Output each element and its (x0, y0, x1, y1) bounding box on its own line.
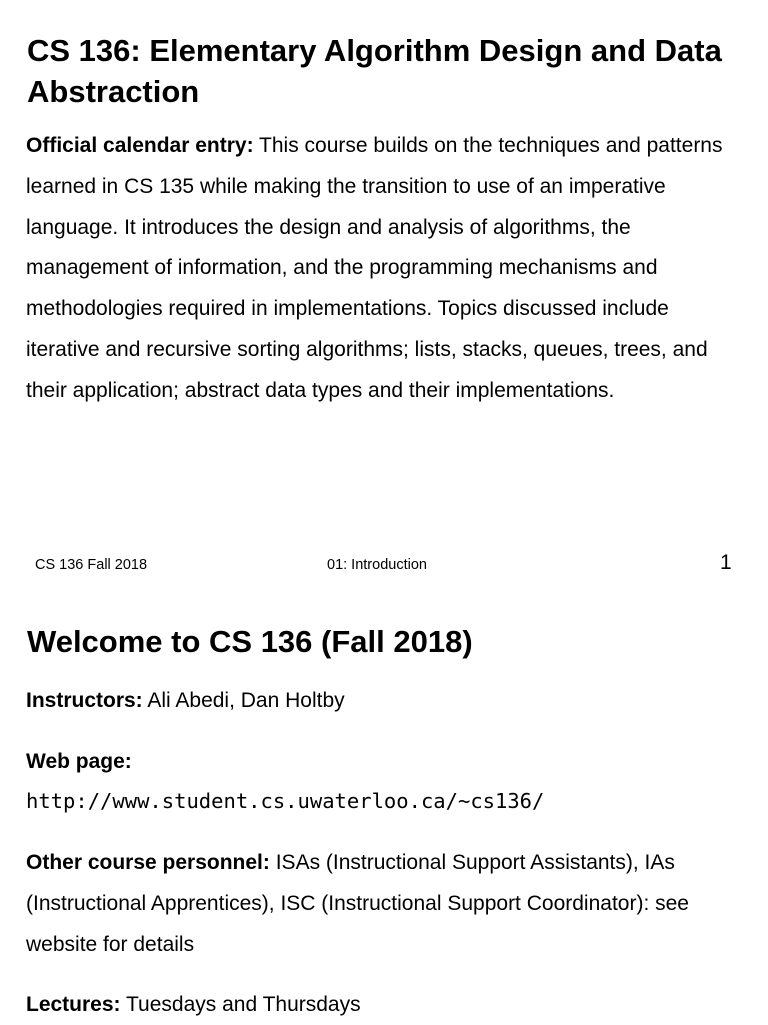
personnel-value: ISAs (Instructional Support Assistants), IAs (Instructional Apprentices), ISC (Instructional Support Coordinator): see website for details (26, 851, 689, 956)
lectures-value: Tuesdays and Thursdays (120, 993, 361, 1016)
footer-course: CS 136 Fall 2018 (35, 557, 148, 573)
slide-footer (0, 551, 768, 576)
slide-2 (0, 596, 768, 1024)
slide-title: CS 136: Elementary Algorithm Design and Data Abstraction (27, 33, 722, 109)
lectures-line (26, 984, 746, 1025)
footer-section: 01: Introduction (327, 557, 427, 573)
calendar-entry-paragraph (26, 126, 746, 412)
footer-page-number: 1 (720, 551, 732, 574)
instructors-value: Ali Abedi, Dan Holtby (142, 689, 345, 712)
lectures-label: Lectures: (26, 993, 121, 1016)
calendar-entry-text: This course builds on the techniques and patterns learned in CS 135 while making the transition to use of an imperative language. It introduces the design and analysis of algorithms, the management of information, and the programming mechanisms and methodologies required in implementations. Topics discussed include iterative and recursive sorting algorithms; lists, stacks, queues, trees, and their application; abstract data types and their implementations. (26, 134, 723, 402)
personnel-paragraph (26, 842, 746, 965)
instructors-line (26, 680, 746, 721)
personnel-label: Other course personnel: (26, 851, 270, 874)
calendar-entry-label: Official calendar entry: (26, 134, 254, 157)
webpage-url[interactable]: http://www.student.cs.uwaterloo.ca/~cs136/ (26, 789, 545, 813)
slide-title: Welcome to CS 136 (Fall 2018) (27, 624, 473, 659)
webpage-label: Web page: (26, 750, 132, 773)
instructors-label: Instructors: (26, 689, 143, 712)
